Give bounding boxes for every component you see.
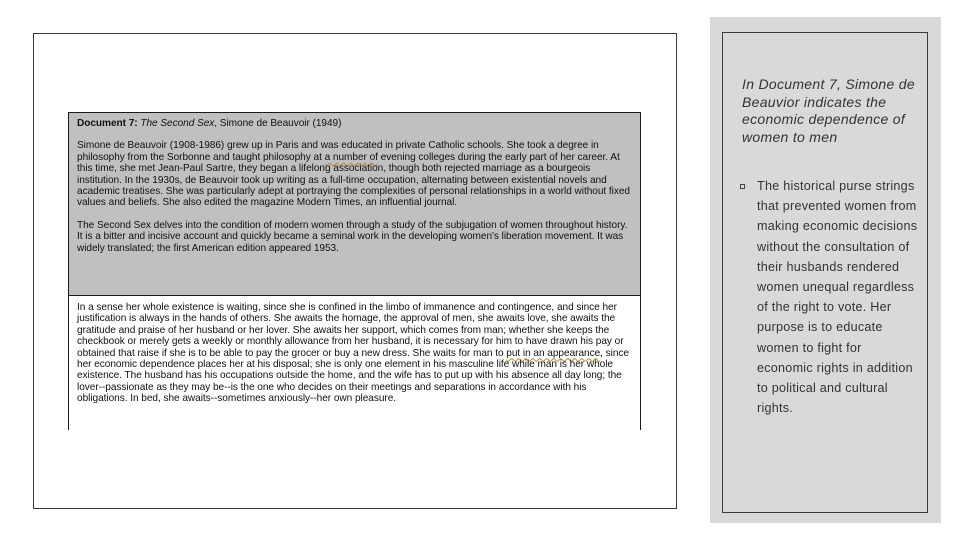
biography-text-continued: evening colleges during the early part of her career. At this time, she met Jean-Paul Sartre, they began a lifelong association, though both rejected marriage as a bourgeois institution. In the 1930s, de Beauvoir took up writing as a full-time occupation, alternating between existential novels and academic treatises. She was particularly adept at portraying the complexities of personal relationships in a world without fixed values and beliefs. She also edited the magazine Modern Times, an influential journal.: [77, 151, 630, 209]
notes-heading: In Document 7, Simone de Beauvior indicates the economic dependence of women to men: [742, 76, 915, 145]
quote-text-continued: , since her economic dependence places her at his disposal; she is only one element in his masculine life while man is her whole existence. The husband has his occupations outside the home, and the wife has to put up with his absence all day long; the lover--passionate as they may be--is the one who decides on their meetings and separations in accordance with his obligations. In bed, she awaits--sometimes anxiously--her own pleasure.: [77, 347, 629, 405]
biography-text: Simone de Beauvoir (1908-1986) grew up in Paris and was educated in private Catholic schools. She took a degree in philosophy from the Sorbonne and taught philosophy at: [77, 140, 599, 163]
quote-text: In a sense her whole existence is waiting, since she is confined in the limbo of immanence and contingence, and since her justification is always in the hands of others. She awaits the homage, the approval of men, she awaits love, she awaits the gratitude and praise of her husband or her lover. She awaits her support, which comes from man; whether she keeps the checkbook or merely gets a weekly or monthly allowance from her husband, it is necessary for him to have drawn his pay or obtained that raise if she is to be able to pay the grocer or buy a new dress. She waits for man to: [77, 302, 624, 359]
document-excerpt: [68, 112, 641, 430]
biography-paragraph: [77, 140, 633, 208]
document-number: Document 7:: [77, 118, 138, 129]
document-author: , Simone de Beauvoir (1949): [214, 118, 342, 129]
notes-bullet-list: [735, 176, 920, 418]
grammar-flagged-text[interactable]: a number of: [324, 151, 378, 163]
document-work-title: The Second Sex: [140, 118, 215, 129]
square-bullet-icon: [740, 184, 745, 189]
summary-paragraph: The Second Sex delves into the condition of modern women through a study of the subjugation of women throughout history. It is a bitter and incisive account and quickly became a seminal work in the developing women's liberation movement. It was widely translated; the first American edition appeared 1953.: [77, 219, 628, 254]
notes-bullet-item: [735, 176, 920, 418]
notes-bullet-text: The historical purse strings that prevented women from making economic decisions without the consultation of their husbands rendered women unequal regardless of the right to vote. Her purpose is to educate women to fight for economic rights in addition to political and cultural rights.: [757, 179, 918, 416]
document-quote-box: [68, 296, 641, 430]
grammar-flagged-text[interactable]: put in an appearance: [506, 347, 601, 359]
notes-box: [722, 32, 928, 513]
document-context-box: [68, 112, 641, 296]
notes-panel: [710, 17, 941, 523]
document-title: [77, 118, 633, 129]
